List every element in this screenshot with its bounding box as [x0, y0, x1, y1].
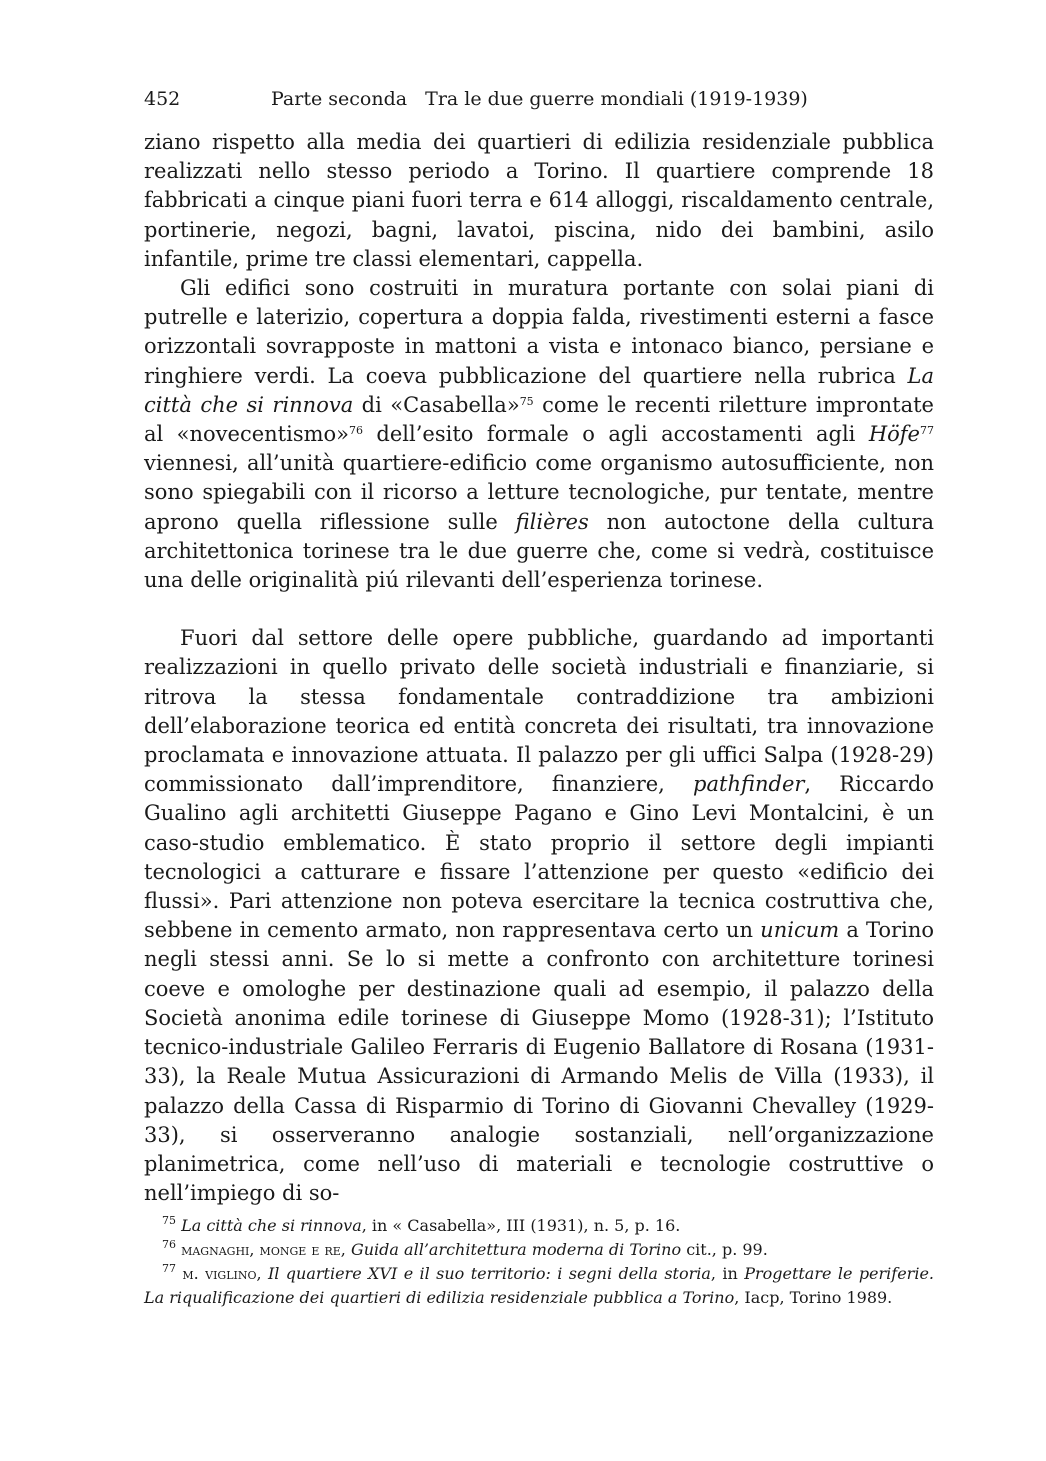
footnote-75: [144, 1214, 934, 1238]
paragraph-3: [144, 624, 934, 1208]
p2-text-a: Gli edifici sono costruiti in muratura portante con solai piani di putrelle e laterizio, copertura a doppia falda, rivestimenti esterni a fasce orizzontali sovrapposte in mattoni a vista e intonaco bianco, persiane e ringhiere verdi. La coeva pubblicazione del quartiere nella rubrica: [144, 276, 934, 388]
p2-italic-hofe: Höfe: [868, 422, 920, 447]
footnote-sep: ,: [340, 1240, 351, 1259]
section-title: Parte seconda Tra le due guerre mondiali (1919-1939): [271, 88, 808, 110]
p3-text-e: a Torino negli stessi anni. Se lo si mette a confronto con architetture torinesi coeve e omologhe per destinazione quali ad esempio, il palazzo della Società anonima edile torinese di Giuseppe Momo (1928-31); l’Istituto tecnico-industriale Galileo Ferraris di Eugenio Ballatore di Rosana (1931-33), la Reale Mutua Assicurazioni di Armando Melis de Villa (1933), il palazzo della Cassa di Risparmio di Torino di Giovanni Chevalley (1929-33), si osserveranno analogie sostanziali, nell’organizzazione planimetrica, come nell’uso di materiali e tecnologie costruttive o nell’impiego di so-: [144, 918, 934, 1206]
footnote-title: Guida all’architettura moderna di Torino: [350, 1240, 682, 1259]
footnote-ref-76[interactable]: 76: [349, 424, 364, 438]
page-number: 452: [144, 88, 181, 110]
footnotes: [144, 1214, 934, 1310]
footnote-mid: , in: [710, 1264, 745, 1283]
footnote-ref-75[interactable]: 75: [519, 394, 534, 408]
footnote-ref-77[interactable]: 77: [920, 424, 934, 438]
p2-text-d: come le recenti riletture improntate al «novecentismo»: [144, 392, 934, 447]
p3-text-a: Fuori dal settore delle opere pubbliche, guardando ad importanti realizzazioni in quello privato delle società industriali e finanziarie, si ritrova la stessa fondamentale contraddizione tra ambizioni dell’elaborazione teorica ed entità concreta dei risultati, tra innovazione proclamata e innovazione attuata. Il palazzo per gli uffici Salpa (1928-29) commissionato dall’imprenditore, finanziere,: [144, 626, 934, 797]
footnote-volume-title: Progettare le periferie. La riqualificazione dei quartieri di edilizia residenziale pubblica a Torino: [144, 1264, 934, 1307]
p2-italic-filieres: filières: [515, 509, 589, 534]
footnote-rest: , Iacp, Torino 1989.: [734, 1288, 893, 1307]
p3-italic-unicum: unicum: [760, 918, 840, 943]
p2-text-g: viennesi, all’unità quartiere-edificio come organismo autosufficiente, non sono spiegabili con il ricorso a letture tecnologiche, pur tentate, mentre aprono quella riflessione sulle: [144, 451, 934, 534]
footnote-77: [144, 1262, 934, 1310]
footnote-title: La città che si rinnova: [181, 1216, 362, 1235]
footnote-number: 75: [162, 1214, 176, 1227]
p2-italic-rubric: La città che si rinnova: [144, 363, 934, 417]
p3-text-c: , Riccardo Gualino agli architetti Giuseppe Pagano e Gino Levi Montalcini, è un caso-studio emblematico. È stato proprio il settore degli impianti tecnologici a catturare e fissare l’attenzione per questo «edificio dei flussi». Pari attenzione non poteva esercitare la tecnica costruttiva che, sebbene in cemento armato, non rappresentava certo un: [144, 772, 934, 943]
p2-text-c: di «Casabella»: [353, 392, 520, 417]
footnote-sep: ,: [256, 1264, 268, 1283]
paragraph-1: [144, 128, 934, 274]
footnote-rest: cit., p. 99.: [681, 1240, 768, 1259]
footnote-number: 76: [162, 1238, 176, 1251]
footnote-number: 77: [162, 1262, 176, 1275]
p2-text-e: dell’esito formale o agli accostamenti agli: [363, 422, 869, 447]
footnote-rest: , in « Casabella», III (1931), n. 5, p. 16.: [361, 1216, 681, 1235]
p2-text-i: non autoctone della cultura architettonica torinese tra le due guerre che, come si vedrà, costituisce una delle originalità piú rilevanti dell’esperienza torinese.: [144, 509, 934, 593]
running-head: [144, 86, 934, 112]
paragraph-1-text: ziano rispetto alla media dei quartieri di edilizia residenziale pubblica realizzati nello stesso periodo a Torino. Il quartiere comprende 18 fabbricati a cinque piani fuori terra e 614 alloggi, riscaldamento centrale, portinerie, negozi, bagni, lavatoi, piscina, nido dei bambini, asilo infantile, prime tre classi elementari, cappella.: [144, 130, 934, 271]
footnote-76: [144, 1238, 934, 1262]
footnote-title: Il quartiere XVI e il suo territorio: i segni della storia: [267, 1264, 711, 1283]
body-text: [144, 128, 934, 1208]
footnote-author: m. viglino: [182, 1264, 257, 1283]
paragraph-2: [144, 274, 934, 595]
p3-italic-pathfinder: pathfinder: [693, 772, 805, 797]
footnote-authors: magnaghi, monge e re: [181, 1240, 341, 1259]
